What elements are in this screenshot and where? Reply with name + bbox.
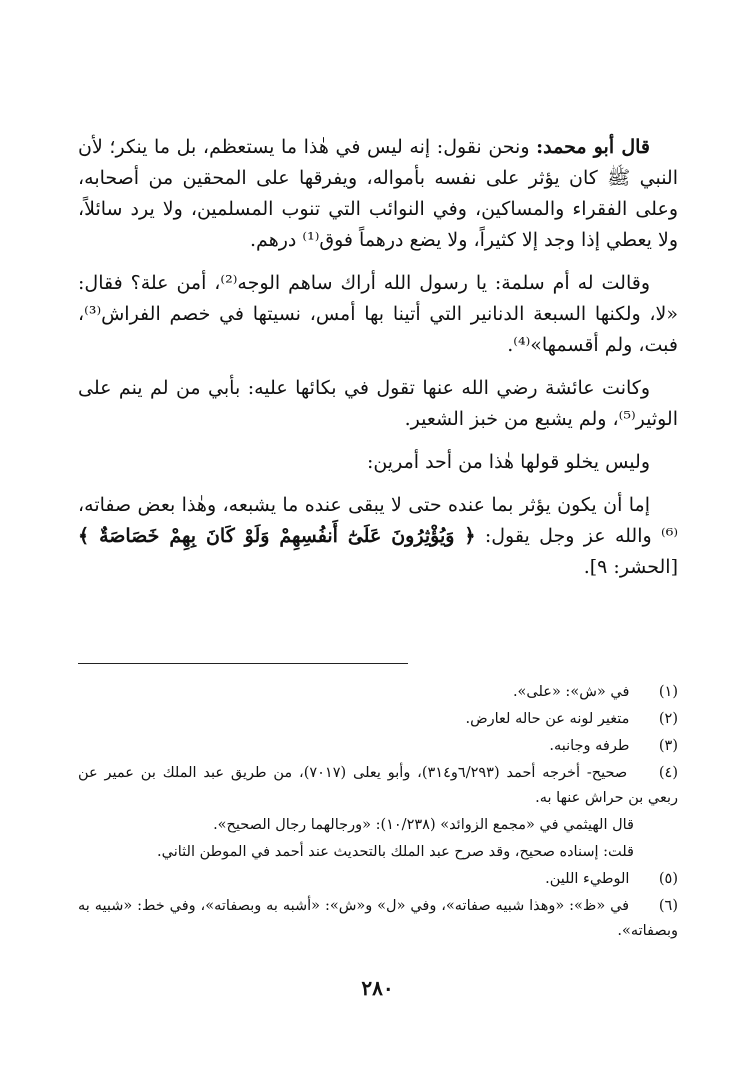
footnote-number: (٥) bbox=[658, 871, 678, 887]
paragraph-3 bbox=[78, 373, 678, 435]
quran-verse: ﴿ وَيُؤْثِرُونَ عَلَىٰٓ أَنفُسِهِمْ وَلَوْ كَانَ بِهِمْ خَصَاصَةٌ ﴾ bbox=[78, 525, 476, 547]
paragraph-text: وليس يخلو قولها هٰذا من أحد أمرين: bbox=[366, 451, 650, 473]
footnote-3 bbox=[78, 734, 678, 759]
paragraph-4 bbox=[78, 447, 678, 478]
footnote-text: الوطيء اللين. bbox=[545, 871, 630, 887]
paragraph-2 bbox=[78, 268, 678, 361]
speaker-lead: قال أبو محمد: bbox=[536, 136, 650, 158]
footnote-text: قال الهيثمي في «مجمع الزوائد» (١٠/٢٣٨): «ورجالهما رجال الصحيح». bbox=[213, 817, 634, 833]
paragraph-5 bbox=[78, 490, 678, 583]
footnote-text: متغير لونه عن حاله لعارض. bbox=[465, 711, 630, 727]
footnote-text: قلت: إسناده صحيح، وقد صرح عبد الملك بالتحديث عند أحمد في الموطن الثاني. bbox=[157, 844, 634, 860]
paragraph-text: وقالت له أم سلمة: يا رسول الله أراك ساهم الوجه⁽²⁾، أمن علة؟ فقال: «لا، ولكنها السبعة الدنانير التي أتينا بها أمس، نسيتها في خصم الفراش⁽³⁾، فبت، ولم أقسمها»⁽⁴⁾. bbox=[78, 272, 678, 356]
footnote-text: في «ش»: «على». bbox=[512, 684, 630, 700]
page-number: ٢٨٠ bbox=[361, 976, 394, 1000]
footnote-4-comment-1 bbox=[78, 813, 678, 838]
footnote-4-comment-2 bbox=[78, 840, 678, 865]
paragraph-text: إما أن يكون يؤثر بما عنده حتى لا يبقى عنده ما يشبعه، وهٰذا بعض صفاته،⁽⁶⁾ والله عز وجل يقول: bbox=[78, 494, 678, 547]
footnotes bbox=[78, 680, 678, 946]
footnote-6 bbox=[78, 894, 678, 944]
footnote-number: (٦) bbox=[658, 898, 678, 914]
paragraph-text: وكانت عائشة رضي الله عنها تقول في بكائها عليه: بأبي من لم ينم على الوثير⁽⁵⁾، ولم يشبع من خبز الشعير. bbox=[78, 377, 678, 430]
footnote-5 bbox=[78, 867, 678, 892]
footnote-number: (٣) bbox=[658, 738, 678, 754]
verse-reference: [الحشر: ٩]. bbox=[583, 556, 678, 578]
footnote-text: طرفه وجانبه. bbox=[549, 738, 630, 754]
footnote-divider bbox=[78, 663, 408, 664]
main-text bbox=[78, 132, 678, 595]
footnote-2 bbox=[78, 707, 678, 732]
footnote-1 bbox=[78, 680, 678, 705]
paragraph-text: ونحن نقول: إنه ليس في هٰذا ما يستعظم، بل ما ينكر؛ لأن النبي ﷺ كان يؤثر على نفسه بأمواله، ويفرقها على المحقين من أصحابه، وعلى الفقراء والمساكين، وفي النوائب التي تنوب المسلمين، ولا يرد سائلاً، ولا يعطي إذا وجد إلا كثيراً، ولا يضع درهماً فوق⁽¹⁾ درهم. bbox=[78, 136, 678, 251]
footnote-number: (٢) bbox=[658, 711, 678, 727]
footnote-4 bbox=[78, 761, 678, 811]
footnote-text: صحيح- أخرجه أحمد (٦/٢٩٣و٣١٤)، وأبو يعلى (٧٠١٧)، من طريق عبد الملك بن عمير عن ربعي بن حراش عنها به. bbox=[78, 765, 678, 806]
paragraph-1 bbox=[78, 132, 678, 256]
footnote-number: (٤) bbox=[658, 765, 678, 781]
footnote-text: في «ظ»: «وهذا شبيه صفاته»، وفي «ل» و«ش»: «أشبه به وبصفاته»، وفي خط: «شبيه به وبصفاته». bbox=[78, 898, 678, 939]
footnote-number: (١) bbox=[658, 684, 678, 700]
